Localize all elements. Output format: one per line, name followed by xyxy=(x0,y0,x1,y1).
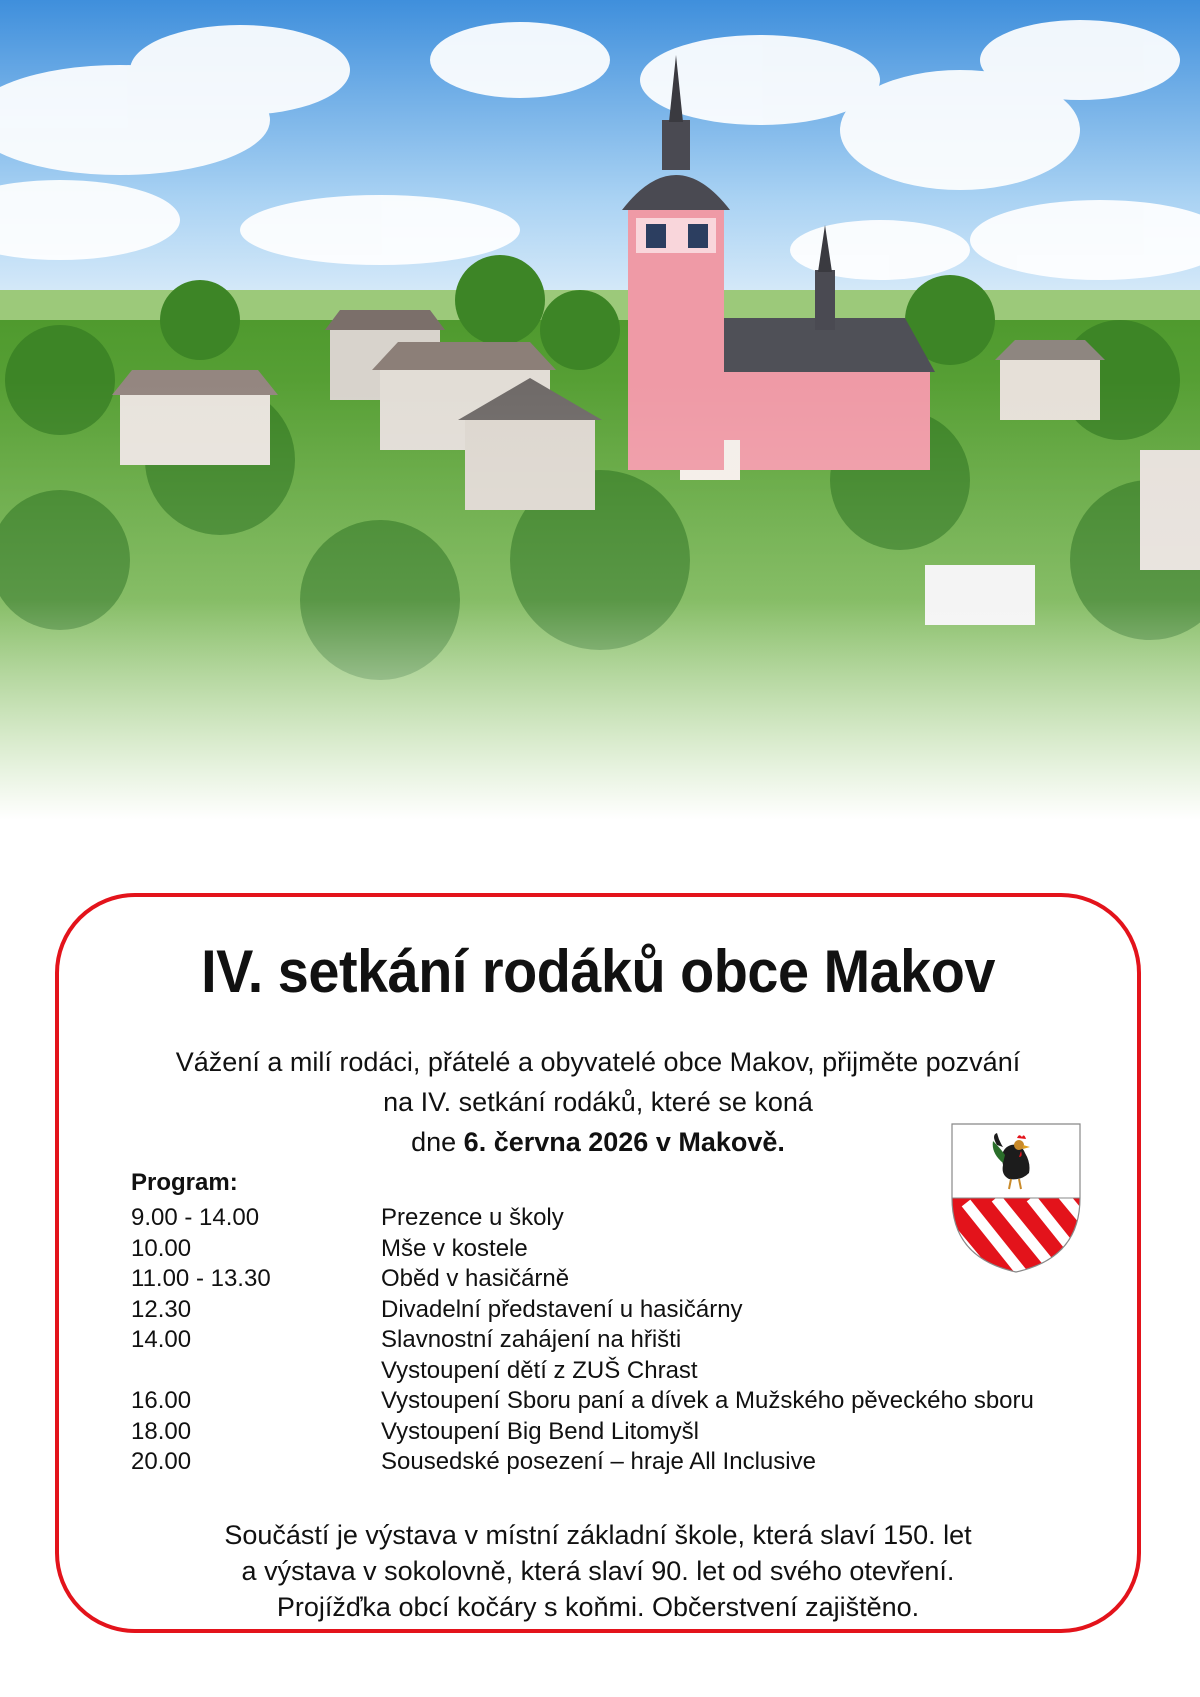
schedule-time: 9.00 - 14.00 xyxy=(131,1204,260,1231)
intro-date-prefix: dne xyxy=(411,1127,464,1157)
schedule-row xyxy=(131,1203,1091,1234)
schedule-row xyxy=(131,1356,1091,1387)
schedule-event: Mše v kostele xyxy=(381,1234,528,1262)
village-church-aerial-photo xyxy=(0,0,1200,820)
schedule-event: Divadelní představení u hasičárny xyxy=(381,1295,743,1323)
schedule-row xyxy=(131,1325,1091,1356)
invitation-card xyxy=(55,893,1141,1633)
schedule-time: 20.00 xyxy=(131,1448,192,1475)
event-title: IV. setkání rodáků obce Makov xyxy=(201,938,995,1005)
schedule-time: 18.00 xyxy=(131,1417,192,1445)
schedule-time: 12.30 xyxy=(131,1295,192,1323)
program-schedule xyxy=(131,1203,1091,1478)
schedule-time: 10.00 xyxy=(131,1234,192,1262)
schedule-row xyxy=(131,1234,1091,1265)
footer-line: a výstava v sokolovně, která slaví 90. let od svého otevření. xyxy=(241,1556,955,1586)
intro-line: Vážení a milí rodáci, přátelé a obyvatelé obce Makov, přijměte pozvání xyxy=(175,1047,1021,1077)
schedule-event: Vystoupení dětí z ZUŠ Chrast xyxy=(381,1356,698,1384)
schedule-event: Oběd v hasičárně xyxy=(381,1265,570,1292)
schedule-row xyxy=(131,1417,1091,1448)
schedule-event: Sousedské posezení – hraje All Inclusive xyxy=(381,1448,816,1475)
event-date: 6. června 2026 v Makově. xyxy=(463,1127,785,1157)
intro-line: na IV. setkání rodáků, které se koná xyxy=(383,1087,813,1117)
schedule-row xyxy=(131,1295,1091,1326)
footer-line: Projížďka obcí kočáry s koňmi. Občerstvení zajištěno. xyxy=(276,1592,920,1622)
schedule-event: Vystoupení Sboru paní a dívek a Mužského pěveckého sboru xyxy=(381,1387,1034,1414)
schedule-time: 16.00 xyxy=(131,1387,192,1414)
schedule-event: Prezence u školy xyxy=(381,1204,564,1231)
schedule-row xyxy=(131,1264,1091,1295)
schedule-row xyxy=(131,1386,1091,1417)
footer-line: Součástí je výstava v místní základní škole, která slaví 150. let xyxy=(224,1520,972,1550)
schedule-time: 11.00 - 13.30 xyxy=(131,1265,271,1292)
schedule-event: Vystoupení Big Bend Litomyšl xyxy=(381,1417,699,1445)
program-heading: Program: xyxy=(131,1169,238,1196)
schedule-time: 14.00 xyxy=(131,1326,192,1353)
invitation-footer xyxy=(59,1517,1137,1625)
rooster-coat-of-arms-icon xyxy=(951,1123,1081,1273)
schedule-event: Slavnostní zahájení na hřišti xyxy=(381,1326,682,1353)
schedule-row xyxy=(131,1447,1091,1478)
